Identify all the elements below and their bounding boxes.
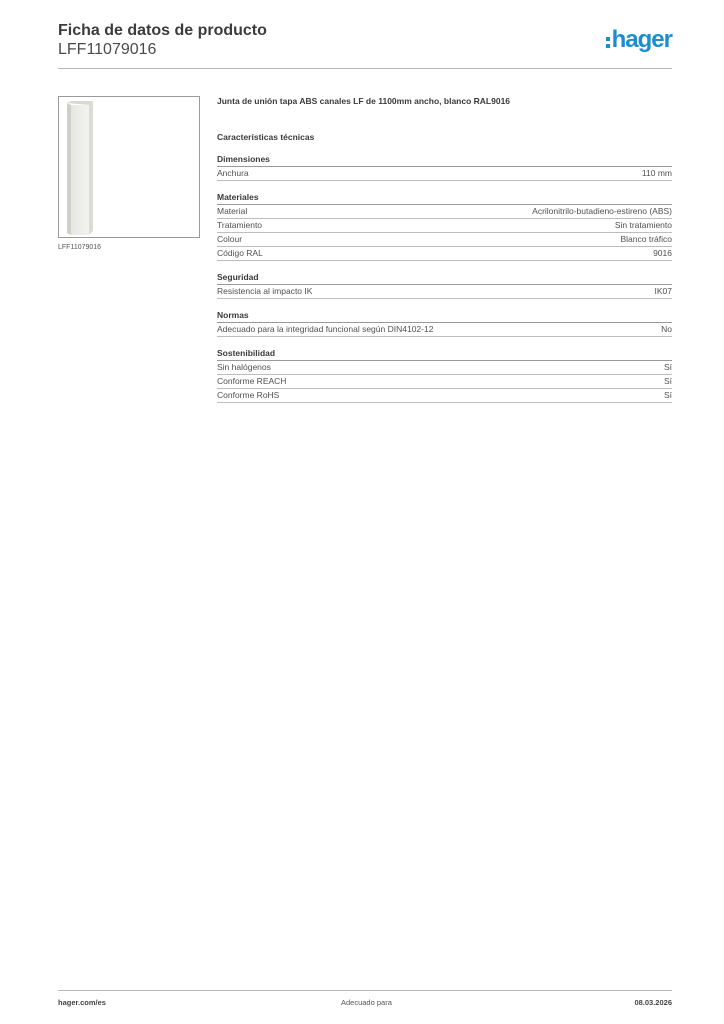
spec-value: Sin tratamiento (614, 220, 672, 230)
spec-row (217, 285, 672, 299)
spec-value: 110 mm (641, 168, 672, 178)
product-image (58, 96, 200, 238)
spec-label: Sin halógenos (217, 362, 271, 372)
product-code: LFF11079016 (58, 41, 157, 58)
group-seguridad (217, 271, 672, 299)
spec-label: Material (217, 206, 248, 216)
page-title: Ficha de datos de producto (58, 22, 267, 39)
spec-label: Resistencia al impacto IK (217, 286, 313, 296)
spec-row (217, 361, 672, 375)
footer-divider (58, 990, 672, 991)
hager-logo (606, 26, 672, 54)
spec-value: No (661, 324, 672, 334)
footer-website-link[interactable]: hager.com/es (58, 998, 106, 1007)
spec-value: Sí (663, 376, 672, 386)
spec-row (217, 375, 672, 389)
image-caption: LFF11079016 (58, 244, 102, 251)
spec-row (217, 167, 672, 181)
page-header (58, 22, 672, 59)
group-title: Dimensiones (217, 153, 672, 167)
spec-row (217, 247, 672, 261)
spec-row (217, 233, 672, 247)
group-sostenibilidad (217, 347, 672, 403)
group-materiales (217, 191, 672, 261)
spec-label: Adecuado para la integridad funcional según DIN4102-12 (217, 324, 434, 334)
logo-text: hager (611, 26, 672, 53)
characteristics-heading: Características técnicas (217, 132, 315, 142)
cable-trunking-cover-joint-icon (59, 97, 199, 237)
footer-center-text: Adecuado para (341, 998, 392, 1007)
spec-label: Código RAL (217, 248, 263, 258)
spec-row (217, 389, 672, 403)
logo-dots-icon (606, 37, 610, 48)
header-divider (58, 68, 672, 69)
spec-label: Conforme REACH (217, 376, 287, 386)
spec-value: 9016 (653, 248, 672, 258)
spec-value: Sí (663, 390, 672, 400)
group-title: Seguridad (217, 271, 672, 285)
group-normas (217, 309, 672, 337)
group-title: Materiales (217, 191, 672, 205)
spec-value: IK07 (654, 286, 672, 296)
spec-row (217, 323, 672, 337)
spec-row (217, 219, 672, 233)
group-title: Normas (217, 309, 672, 323)
group-dimensiones (217, 153, 672, 181)
spec-value: Blanco tráfico (620, 234, 672, 244)
spec-label: Colour (217, 234, 243, 244)
footer-date: 08.03.2026 (634, 998, 672, 1007)
spec-value: Acrilonitrilo-butadieno-estireno (ABS) (532, 206, 672, 216)
spec-value: Sí (663, 362, 672, 372)
spec-label: Tratamiento (217, 220, 263, 230)
product-details (217, 95, 672, 403)
spec-row (217, 205, 672, 219)
product-description: Junta de unión tapa ABS canales LF de 1100mm ancho, blanco RAL9016 (217, 96, 511, 106)
spec-label: Anchura (217, 168, 249, 178)
group-title: Sostenibilidad (217, 347, 672, 361)
spec-label: Conforme RoHS (217, 390, 280, 400)
